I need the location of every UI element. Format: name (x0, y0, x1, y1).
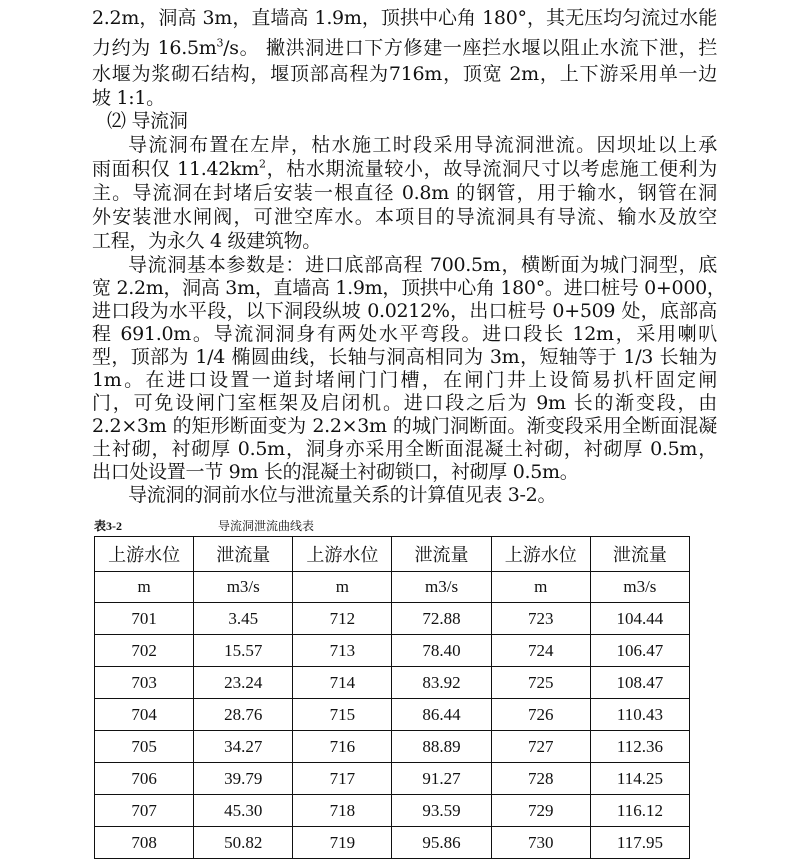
unit-cell: m3/s (194, 572, 293, 603)
table-cell: 712 (293, 603, 392, 635)
text-line: 土衬砌，衬砌厚 0.5m，洞身亦采用全断面混凝土衬砌，衬砌厚 0.5m， (92, 438, 717, 460)
section-heading: ⑵ 导流洞 (107, 110, 188, 132)
table-cell: 729 (491, 795, 590, 827)
unit-cell: m3/s (590, 572, 689, 603)
unit-cell: m3/s (392, 572, 491, 603)
text-line: 出口处设置一节 9m 长的混凝土衬砌锁口，衬砌厚 0.5m。 (92, 461, 579, 483)
table-cell: 86.44 (392, 699, 491, 731)
table-cell: 725 (491, 667, 590, 699)
header-cell: 泄流量 (590, 537, 689, 572)
table-header-row (95, 537, 690, 572)
table-cell: 93.59 (392, 795, 491, 827)
table-cell: 726 (491, 699, 590, 731)
table-cell: 713 (293, 635, 392, 667)
text-line: 导流洞布置在左岸，枯水施工时段采用导流洞泄流。因坝址以上承 (128, 134, 717, 156)
table-caption (94, 518, 315, 534)
text-line: 工程，为永久 4 级建筑物。 (92, 230, 321, 252)
table-cell: 718 (293, 795, 392, 827)
table-cell: 719 (293, 827, 392, 859)
text-line: 坡 1:1。 (92, 87, 165, 109)
table-cell: 106.47 (590, 635, 689, 667)
text-line: 1m。在进口设置一道封堵闸门门槽，在闸门井上设简易扒杆固定闸 (92, 369, 717, 391)
unit-cell: m (95, 572, 194, 603)
table-cell: 28.76 (194, 699, 293, 731)
table-cell: 703 (95, 667, 194, 699)
table-cell: 83.92 (392, 667, 491, 699)
table-cell: 705 (95, 731, 194, 763)
table-cell: 116.12 (590, 795, 689, 827)
text-line: 程 691.0m。导流洞洞身有两处水平弯段。进口段长 12m，采用喇叭 (92, 323, 717, 345)
table-cell: 714 (293, 667, 392, 699)
table-row (95, 667, 690, 699)
table-cell: 715 (293, 699, 392, 731)
table-cell: 704 (95, 699, 194, 731)
text-segment: ，枯水期流量较小，故导流洞尺寸以考虑施工便利为 (265, 158, 717, 180)
table-cell: 45.30 (194, 795, 293, 827)
header-cell: 上游水位 (491, 537, 590, 572)
table-cell: 95.86 (392, 827, 491, 859)
text-line: 2.2m，洞高 3m，直墙高 1.9m，顶拱中心角 180°，其无压均匀流过水能 (92, 7, 717, 29)
table-cell: 716 (293, 731, 392, 763)
table-row (95, 763, 690, 795)
table-cell: 108.47 (590, 667, 689, 699)
table-cell: 78.40 (392, 635, 491, 667)
table-cell: 88.89 (392, 731, 491, 763)
text-line: 主。导流洞在封堵后安装一根直径 0.8m 的钢管，用于输水，钢管在洞 (92, 182, 717, 204)
table-cell: 117.95 (590, 827, 689, 859)
table-cell: 50.82 (194, 827, 293, 859)
table-cell: 708 (95, 827, 194, 859)
header-cell: 泄流量 (194, 537, 293, 572)
table-cell: 110.43 (590, 699, 689, 731)
table-row (95, 603, 690, 635)
table-cell: 15.57 (194, 635, 293, 667)
text-line (92, 36, 717, 60)
table-cell: 72.88 (392, 603, 491, 635)
table-cell: 706 (95, 763, 194, 795)
table-row (95, 827, 690, 859)
text-line (92, 157, 717, 181)
discharge-table (94, 536, 690, 859)
table-cell: 3.45 (194, 603, 293, 635)
header-cell: 泄流量 (392, 537, 491, 572)
header-cell: 上游水位 (95, 537, 194, 572)
text-line: 型，顶部为 1/4 椭圆曲线，长轴与洞高相同为 3m，短轴等于 1/3 长轴为 (92, 346, 717, 368)
table-row (95, 635, 690, 667)
text-segment: 雨面积仅 11.42km (92, 158, 259, 180)
text-line: 外安装泄水闸阀，可泄空库水。本项目的导流洞具有导流、输水及放空 (92, 206, 717, 228)
table-cell: 23.24 (194, 667, 293, 699)
table-unit-row (95, 572, 690, 603)
text-line: 导流洞基本参数是：进口底部高程 700.5m，横断面为城门洞型，底 (128, 254, 717, 276)
table-cell: 727 (491, 731, 590, 763)
text-line: 进口段为水平段，以下洞段纵坡 0.0212%，出口桩号 0+509 处，底部高 (92, 300, 717, 322)
superscript: 3 (216, 36, 224, 50)
table-cell: 114.25 (590, 763, 689, 795)
unit-cell: m (491, 572, 590, 603)
text-line: 导流洞的洞前水位与泄流量关系的计算值见表 3-2。 (128, 484, 557, 506)
table-row (95, 795, 690, 827)
table-cell: 702 (95, 635, 194, 667)
unit-cell: m (293, 572, 392, 603)
text-line: 2.2×3m 的矩形断面变为 2.2×3m 的城门洞断面。渐变段采用全断面混凝 (92, 415, 717, 437)
table-number: 表3-2 (94, 519, 122, 533)
table-cell: 112.36 (590, 731, 689, 763)
table-cell: 34.27 (194, 731, 293, 763)
superscript: 2 (258, 157, 266, 171)
table-cell: 717 (293, 763, 392, 795)
table-cell: 707 (95, 795, 194, 827)
header-cell: 上游水位 (293, 537, 392, 572)
text-segment: 力约为 16.5m (92, 37, 217, 59)
text-line: 宽 2.2m，洞高 3m，直墙高 1.9m，顶拱中心角 180°。进口桩号 0+000， (92, 277, 726, 299)
table-cell: 701 (95, 603, 194, 635)
table-title: 导流洞泄流曲线表 (218, 519, 315, 533)
table-row (95, 699, 690, 731)
table-cell: 723 (491, 603, 590, 635)
table-cell: 91.27 (392, 763, 491, 795)
table-cell: 728 (491, 763, 590, 795)
text-line: 水堰为浆砌石结构，堰顶部高程为716m，顶宽 2m，上下游采用单一边 (92, 63, 717, 85)
table-cell: 730 (491, 827, 590, 859)
table-cell: 39.79 (194, 763, 293, 795)
table-cell: 104.44 (590, 603, 689, 635)
table-row (95, 731, 690, 763)
text-line: 门，可免设闸门室框架及启闭机。进口段之后为 9m 长的渐变段，由 (92, 392, 717, 414)
text-segment: /s。 撇洪洞进口下方修建一座拦水堰以阻止水流下泄，拦 (223, 37, 717, 59)
table-cell: 724 (491, 635, 590, 667)
